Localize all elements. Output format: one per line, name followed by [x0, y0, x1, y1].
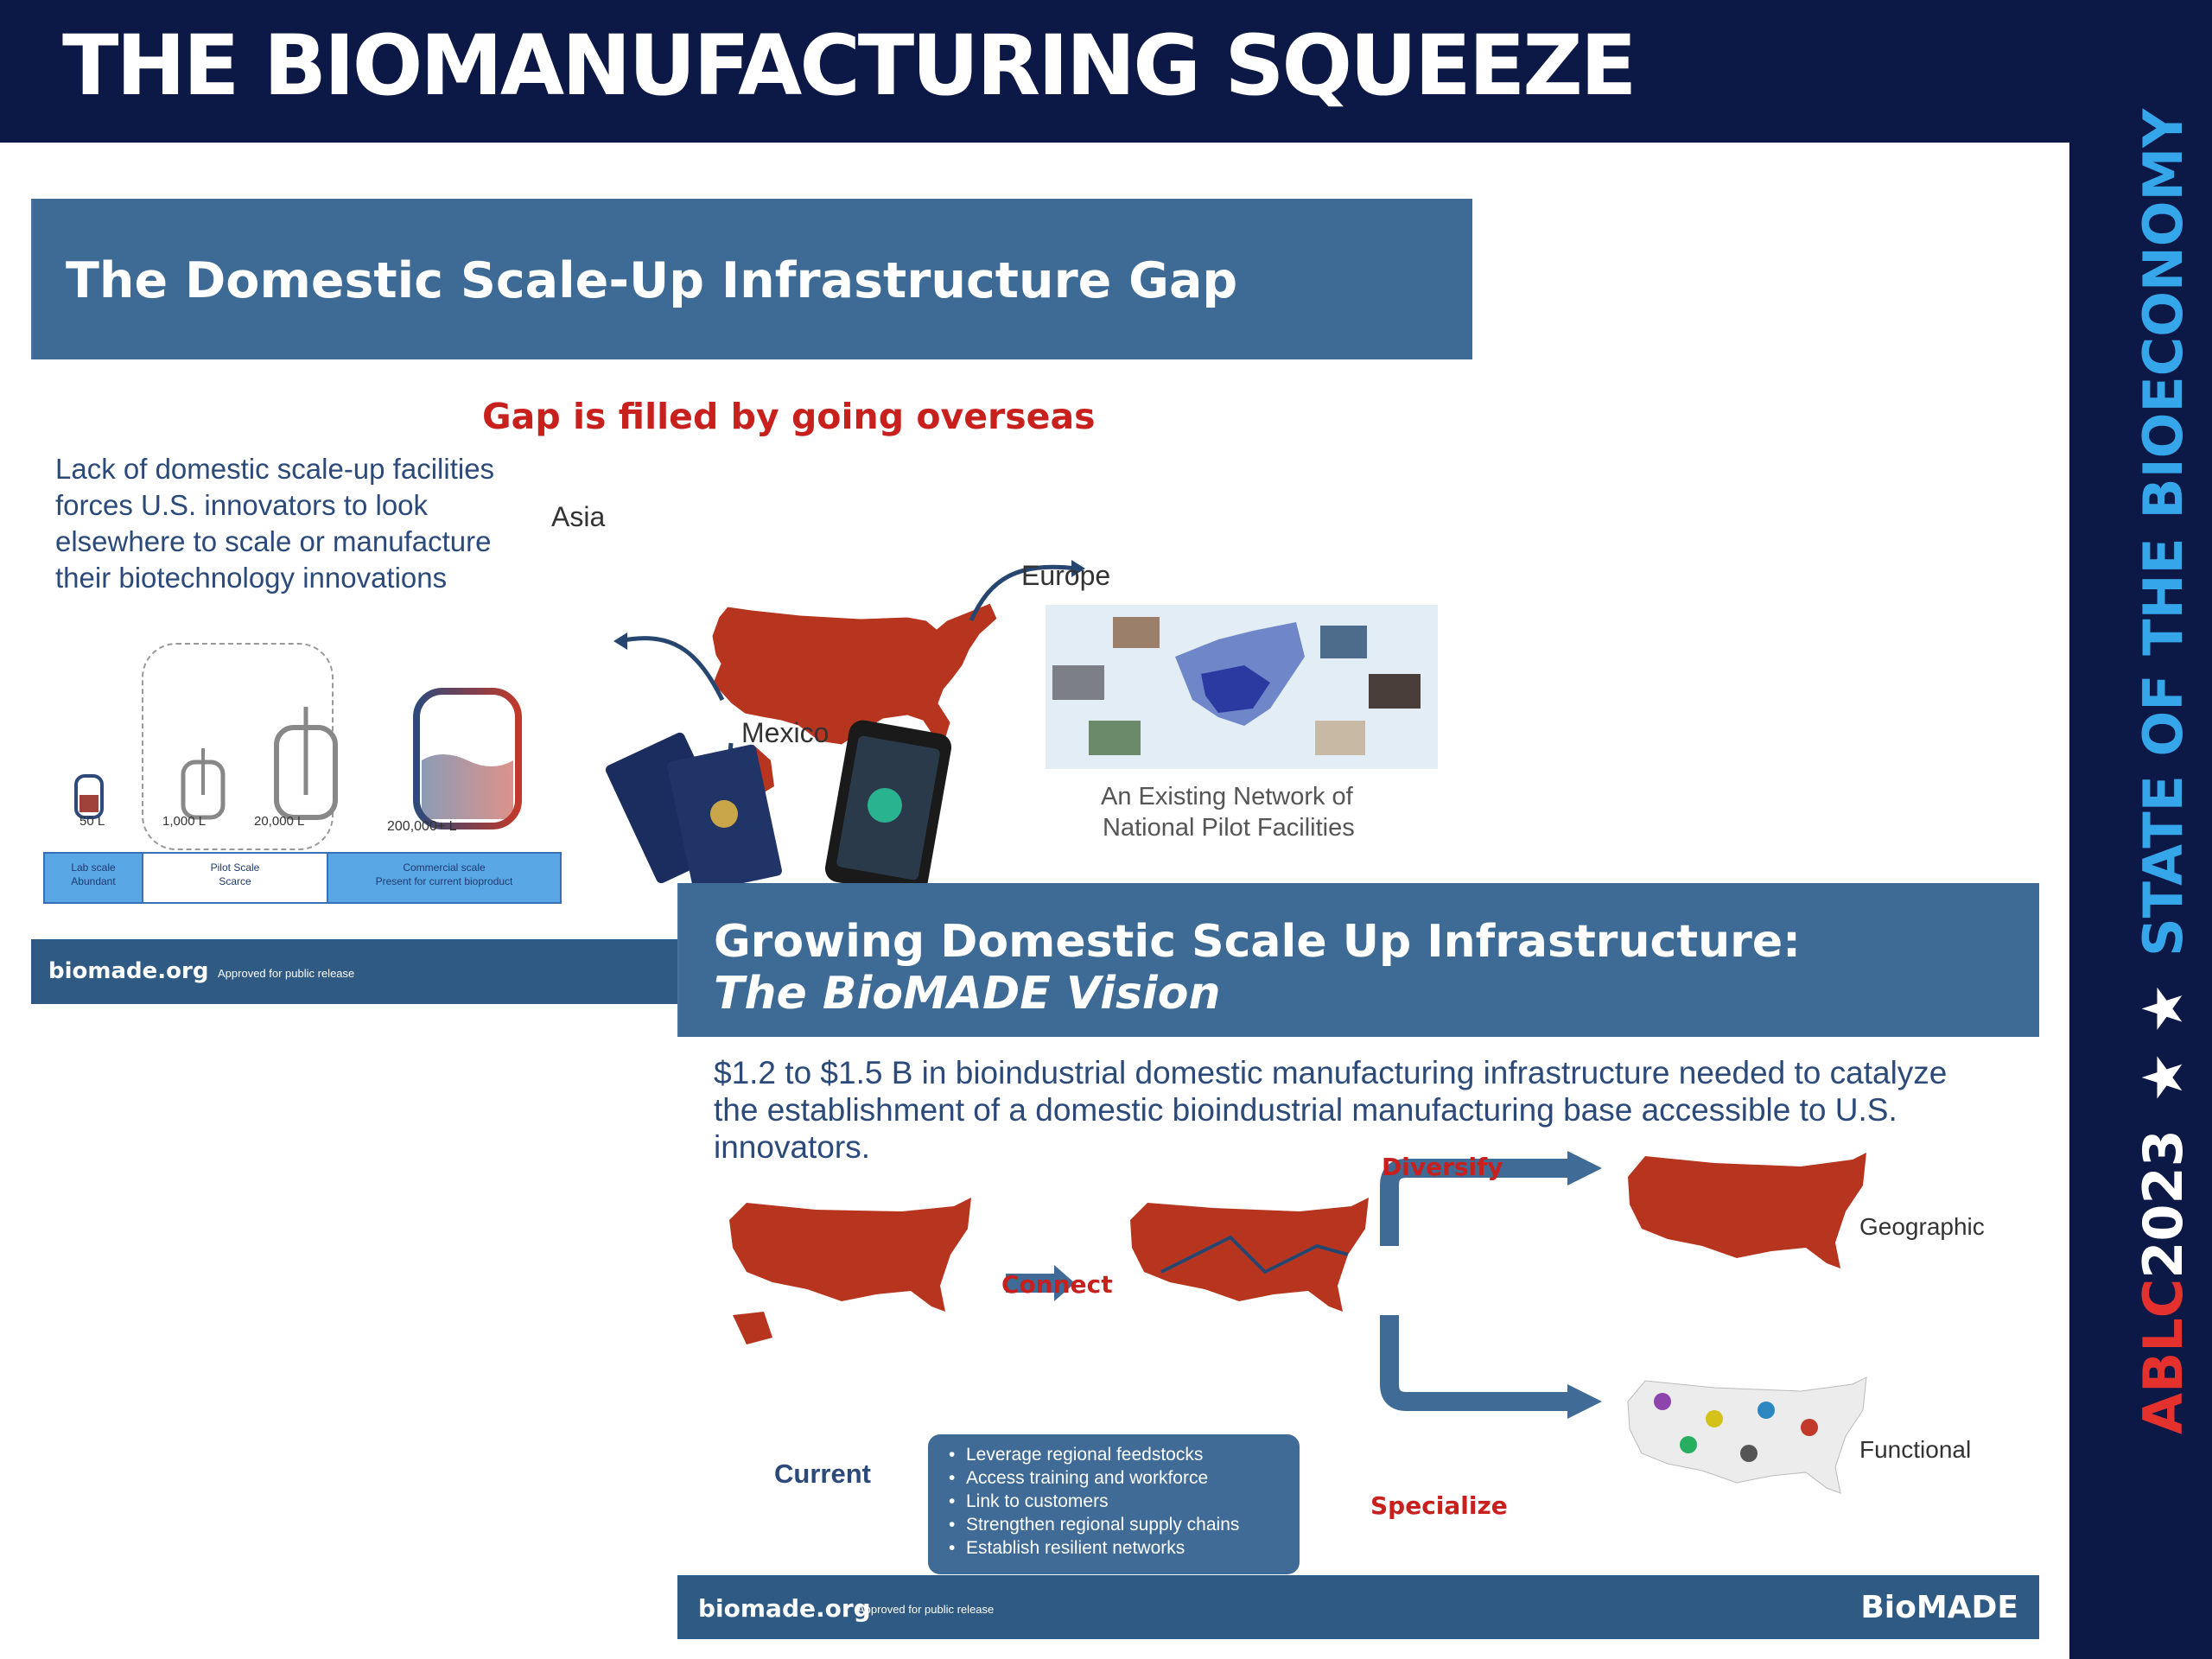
scale-commercial: Commercial scale Present for current bioproduct	[328, 854, 560, 902]
geographic-label: Geographic	[1859, 1213, 1985, 1240]
commercial-vessel-icon	[416, 665, 518, 826]
stars-icon: ★ ★	[2132, 983, 2196, 1103]
page-title: THE BIOMANUFACTURING SQUEEZE	[62, 17, 1635, 114]
benefit-item: • Leverage regional feedstocks	[966, 1443, 1300, 1466]
specialize-label: Specialize	[1370, 1491, 1508, 1520]
vision-description: $1.2 to $1.5 B in bioindustrial domestic manufacturing infrastructure needed to catalyze the establishment of a domestic bioindustrial manufacturing base accessible to U.S. innovators.	[714, 1055, 1948, 1165]
current-map-icon	[729, 1198, 971, 1312]
gap-description: Lack of domestic scale-up facilities forces U.S. innovators to look elsewhere to scale or manufacture their biotechnology innovations	[55, 453, 495, 594]
label-asia: Asia	[551, 501, 606, 532]
slide-header	[677, 883, 2039, 1037]
functional-label: Functional	[1859, 1436, 1972, 1463]
slide-title: Growing Domestic Scale Up Infrastructure:	[714, 916, 1801, 968]
specialize-arrow-icon	[1567, 1384, 1602, 1419]
year-label: 2023	[2132, 1129, 2195, 1279]
pilot-vessel-small-icon	[183, 748, 223, 817]
benefits-list	[928, 1434, 1300, 1574]
footer-site: biomade.org	[48, 958, 209, 984]
footer-note: Approved for public release	[857, 1603, 995, 1616]
title-bar	[0, 0, 2069, 143]
europe-network-map	[1046, 605, 1438, 769]
footer-site: biomade.org	[698, 1594, 871, 1623]
event-branding	[2132, 108, 2196, 1434]
vessel-label-50l: 50 L	[79, 814, 105, 829]
gap-heading: Gap is filled by going overseas	[482, 396, 1096, 437]
passport-icon	[604, 731, 783, 893]
slide-biomade-vision	[677, 883, 2039, 1639]
scale-pilot: Pilot Scale Scarce	[142, 854, 328, 902]
diversify-label: Diversify	[1382, 1153, 1503, 1181]
benefit-item: • Access training and workforce	[966, 1466, 1300, 1490]
current-label: Current	[774, 1459, 871, 1489]
slide-footer	[677, 1575, 2039, 1639]
vessel-label-200000l: 200,000+ L	[387, 819, 457, 834]
arrow-head-asia	[613, 632, 627, 650]
ablc-label: ABLC	[2132, 1278, 2195, 1434]
vessel-label-1000l: 1,000 L	[162, 814, 207, 829]
arrow-asia	[619, 639, 722, 700]
diversify-arrow-icon	[1567, 1151, 1602, 1185]
label-europe: Europe	[1021, 560, 1111, 591]
scale-lab: Lab scale Abundant	[45, 854, 142, 902]
benefit-item: • Establish resilient networks	[966, 1536, 1300, 1560]
vessel-label-20000l: 20,000 L	[254, 814, 305, 829]
connect-label: Connect	[1001, 1270, 1113, 1299]
slide-title: The Domestic Scale-Up Infrastructure Gap	[66, 252, 1238, 309]
tagline: STATE OF THE BIOECONOMY	[2132, 108, 2195, 957]
footer-note: Approved for public release	[218, 967, 355, 980]
scale-table	[43, 852, 562, 904]
phone-icon	[823, 718, 953, 898]
vision-diagram	[712, 1142, 2008, 1592]
biomade-logo: BioMADE	[1860, 1590, 2018, 1625]
network-caption-1: An Existing Network of	[1101, 783, 1353, 810]
slide-subtitle: The BioMADE Vision	[714, 968, 1221, 1020]
pilot-vessel-large-icon	[276, 707, 335, 817]
lab-vessel-icon	[76, 776, 102, 817]
benefit-item: • Strengthen regional supply chains	[966, 1513, 1300, 1536]
europe-map-icon	[1046, 605, 1438, 769]
label-mexico: Mexico	[741, 717, 830, 748]
benefit-item: • Link to customers	[966, 1490, 1300, 1513]
network-caption-2: National Pilot Facilities	[1103, 814, 1355, 842]
slide-header	[31, 199, 1472, 359]
geographic-map-icon	[1628, 1153, 1866, 1268]
